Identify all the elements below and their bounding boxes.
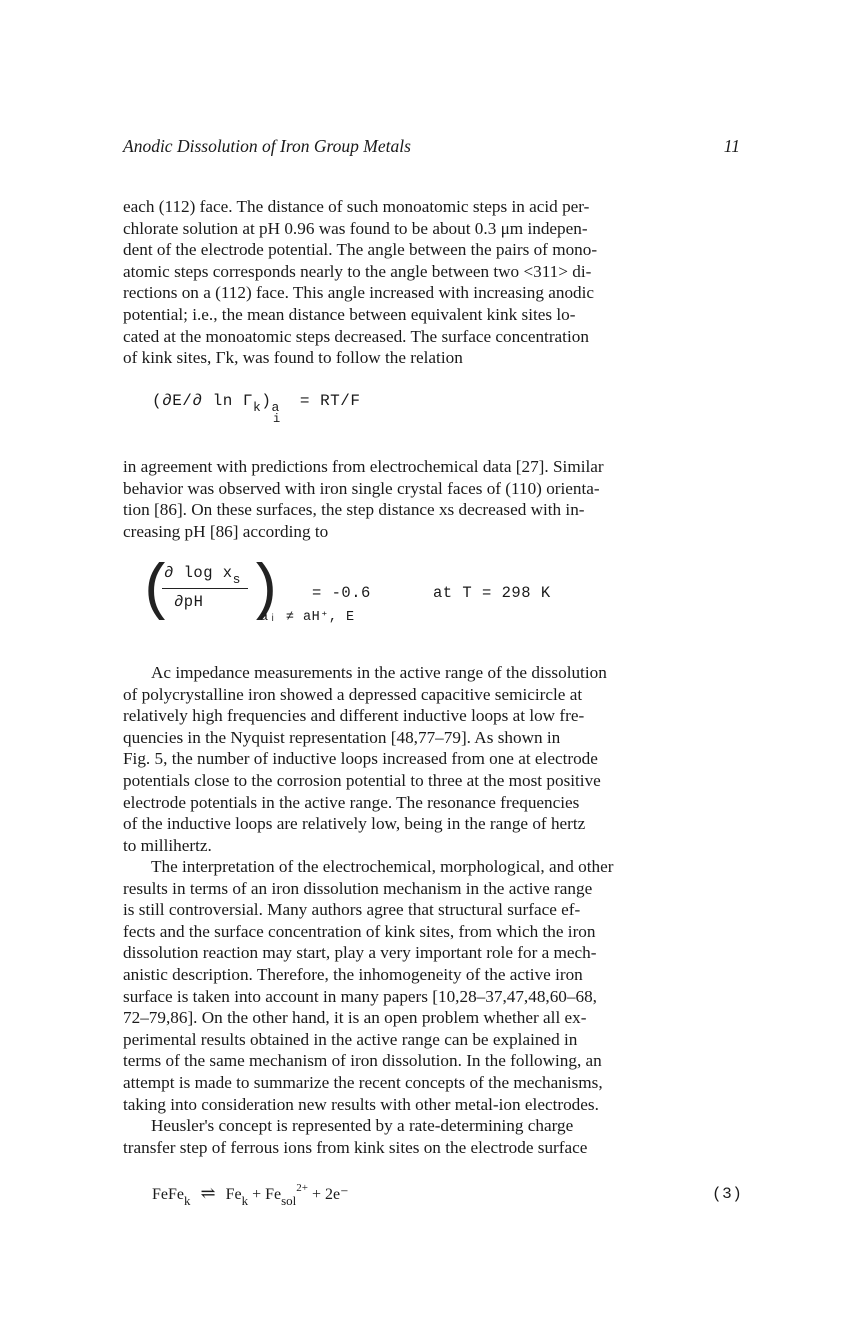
text-line: tion [86]. On these surfaces, the step distance xs decreased with in- [123, 500, 585, 520]
text-line: electrode potentials in the active range. The resonance frequencies [123, 792, 580, 812]
eq3-t2: Fe [225, 1186, 242, 1203]
eq3-t4: + 2e⁻ [312, 1186, 349, 1203]
paragraph-step-distance [123, 456, 743, 542]
text-line: quencies in the Nyquist representation [48,77–79]. As shown in [123, 727, 561, 747]
eq2-denominator: ∂pH [174, 593, 204, 611]
text-line: to millihertz. [123, 835, 212, 855]
eq2-rhs: = -0.6 [312, 584, 371, 602]
text-line: Heusler's concept is represented by a rate-determining charge [151, 1116, 574, 1135]
paragraph-interpretation [123, 856, 743, 1115]
text-line: taking into consideration new results with other metal-ion electrodes. [123, 1094, 599, 1114]
text-line: attempt is made to summarize the recent concepts of the mechanisms, [123, 1072, 603, 1092]
text-line: results in terms of an iron dissolution mechanism in the active range [123, 878, 593, 898]
text-line: potential; i.e., the mean distance between equivalent kink sites lo- [123, 304, 576, 324]
paragraph-heusler [123, 1115, 743, 1158]
eq3-s1: k [184, 1193, 191, 1208]
text-line: of the inductive loops are relatively low, being in the range of hertz [123, 814, 586, 834]
text-line: rections on a (112) face. This angle increased with increasing anodic [123, 283, 595, 303]
text-line: dent of the electrode potential. The angle between the pairs of mono- [123, 240, 598, 260]
text-line: behavior was observed with iron single crystal faces of (110) orienta- [123, 478, 600, 498]
text-line: fects and the surface concentration of kink sites, from which the iron [123, 921, 596, 941]
running-header [123, 136, 740, 162]
text-line: potentials close to the corrosion potential to three at the most positive [123, 770, 601, 790]
equation-kink-relation [152, 392, 361, 426]
eq1-close: ) [261, 392, 272, 410]
text-line: relatively high frequencies and different inductive loops at low fre- [123, 706, 585, 726]
text-line: atomic steps corresponds nearly to the angle between two <311> di- [123, 261, 592, 281]
text-line: anistic description. Therefore, the inhomogeneity of the active iron [123, 964, 583, 984]
eq3-s3: sol [281, 1193, 297, 1208]
paragraph-kink-steps [123, 196, 743, 369]
eq2-left-paren: ( [138, 555, 176, 626]
running-title: Anodic Dissolution of Iron Group Metals [123, 136, 411, 156]
eq1-lhs: (∂E/∂ ln Γ [152, 392, 254, 410]
eq3-t3: + Fe [252, 1186, 282, 1203]
text-line: Fig. 5, the number of inductive loops increased from one at electrode [123, 749, 598, 769]
eq2-numerator-sub: s [232, 572, 241, 587]
text-line: The interpretation of the electrochemical, morphological, and other [151, 857, 614, 876]
text-line: 72–79,86]. On the other hand, it is an open problem whether all ex- [123, 1008, 587, 1028]
text-line: dissolution reaction may start, play a very important role for a mech- [123, 943, 597, 963]
eq1-sub-a: a [271, 400, 280, 415]
text-line: is still controversial. Many authors agree that structural surface ef- [123, 900, 581, 920]
paragraph-impedance [123, 662, 743, 856]
equation-number: (3) [712, 1185, 743, 1203]
equation-3 [152, 1182, 349, 1208]
eq3-t1: FeFe [152, 1186, 184, 1203]
text-line: transfer step of ferrous ions from kink sites on the electrode surface [123, 1137, 588, 1157]
text-line: terms of the same mechanism of iron dissolution. In the following, an [123, 1051, 602, 1071]
text-line: perimental results obtained in the active range can be explained in [123, 1029, 578, 1049]
text-line: each (112) face. The distance of such monoatomic steps in acid per- [123, 197, 590, 216]
eq1-rhs: = RT/F [299, 392, 361, 410]
fraction-bar [162, 588, 248, 589]
text-line: Ac impedance measurements in the active range of the dissolution [151, 663, 607, 682]
text-line: of kink sites, Γk, was found to follow the relation [123, 348, 463, 368]
equation-ph-dependence [138, 555, 598, 632]
eq2-right-paren: ) [246, 555, 284, 626]
text-line: of polycrystalline iron showed a depressed capacitive semicircle at [123, 684, 583, 704]
eq2-numerator [164, 564, 241, 587]
eq3-s2: k [241, 1193, 249, 1208]
text-line: creasing pH [86] according to [123, 521, 329, 541]
text-line: chlorate solution at pH 0.96 was found to be about 0.3 μm indepen- [123, 218, 588, 238]
eq2-numerator-text: ∂ log x [164, 564, 233, 582]
text-line: surface is taken into account in many papers [10,28–37,47,48,60–68, [123, 986, 597, 1006]
eq2-temperature: at T = 298 K [433, 584, 551, 602]
equilibrium-arrow-icon: ⇌ [200, 1183, 216, 1203]
text-line: in agreement with predictions from electrochemical data [27]. Similar [123, 457, 604, 476]
eq2-condition: aᵢ ≠ aH⁺, E [260, 610, 355, 625]
eq1-sub-i: i [273, 412, 281, 426]
eq1-sub-k: k [253, 400, 262, 415]
page-number: 11 [723, 136, 740, 156]
eq3-sup3: 2+ [296, 1182, 309, 1194]
text-line: cated at the monoatomic steps decreased. The surface concentration [123, 326, 589, 346]
